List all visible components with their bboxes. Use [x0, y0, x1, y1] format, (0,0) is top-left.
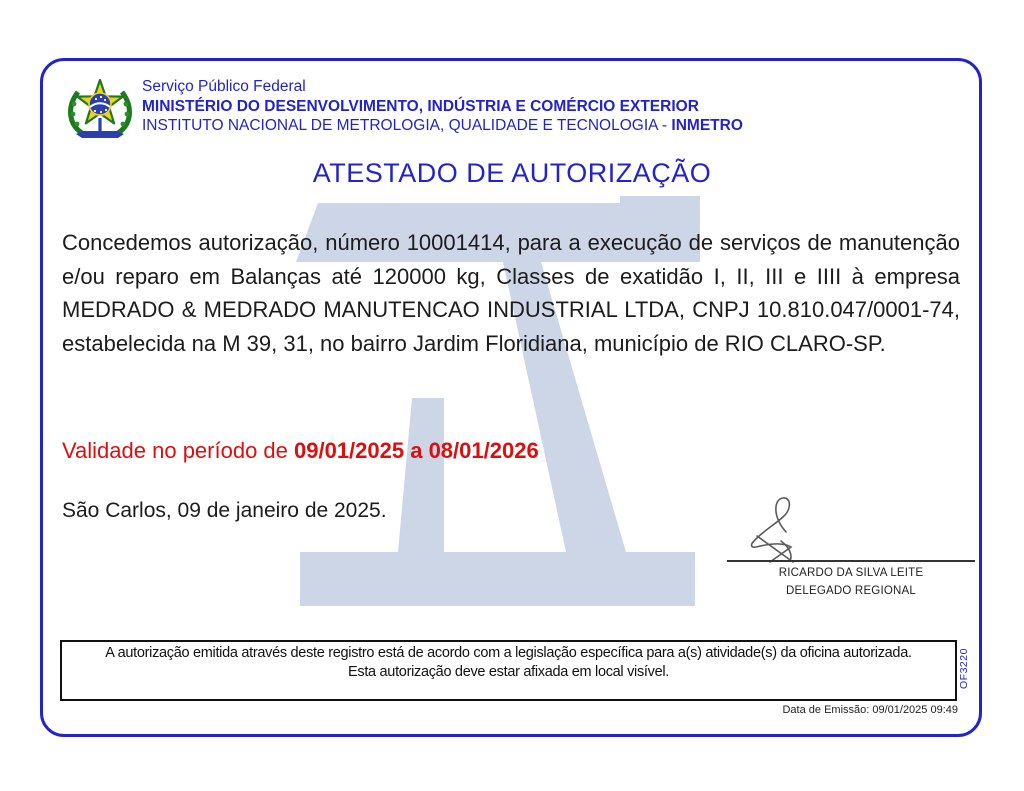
brazil-coat-of-arms-logo	[64, 74, 136, 142]
place-date-line: São Carlos, 09 de janeiro de 2025.	[62, 499, 387, 522]
header-line-instituto-text: INSTITUTO NACIONAL DE METROLOGIA, QUALIDADE E TECNOLOGIA -	[142, 117, 672, 134]
header-line-inmetro: INMETRO	[671, 117, 743, 134]
header-line-servico-publico: Serviço Público Federal	[142, 78, 306, 95]
header-line-ministerio: MINISTÉRIO DO DESENVOLVIMENTO, INDÚSTRIA E COMÉRCIO EXTERIOR	[142, 97, 699, 115]
form-code-vertical: OF3220	[958, 648, 970, 690]
validity-line	[62, 438, 539, 464]
validity-label: Validade no período de	[62, 438, 294, 463]
page-title: ATESTADO DE AUTORIZAÇÃO	[312, 158, 712, 188]
signatory-role: DELEGADO REGIONAL	[786, 585, 916, 597]
legal-notice-line1: A autorização emitida através deste registro está de acordo com a legislação específica para a(s) atividade(s) da oficina autorizada.	[105, 645, 912, 661]
emission-date: Data de Emissão: 09/01/2025 09:49	[782, 704, 958, 716]
legal-notice-box	[60, 640, 957, 701]
signatory-name: RICARDO DA SILVA LEITE	[778, 567, 924, 579]
signature-scribble-icon	[730, 492, 840, 564]
header-agency-block	[142, 77, 743, 136]
legal-notice-line2: Esta autorização deve estar afixada em local visível.	[348, 663, 669, 680]
signature-line	[727, 560, 975, 562]
validity-period: 09/01/2025 a 08/01/2026	[294, 438, 539, 463]
authorization-paragraph: Concedemos autorização, número 10001414, para a execução de serviços de manutenção e/ou reparo em Balanças até 120000 kg, Classes de exatidão I, II, III e IIII à empresa MEDRADO & MEDRADO MANUTENCAO INDUSTRIAL LTDA, CNPJ 10.810.047/0001-74, estabelecida na M 39, 31, no bairro Jardim Floridiana, município de RIO CLARO-SP.	[62, 230, 960, 356]
header-line-instituto	[142, 116, 743, 136]
